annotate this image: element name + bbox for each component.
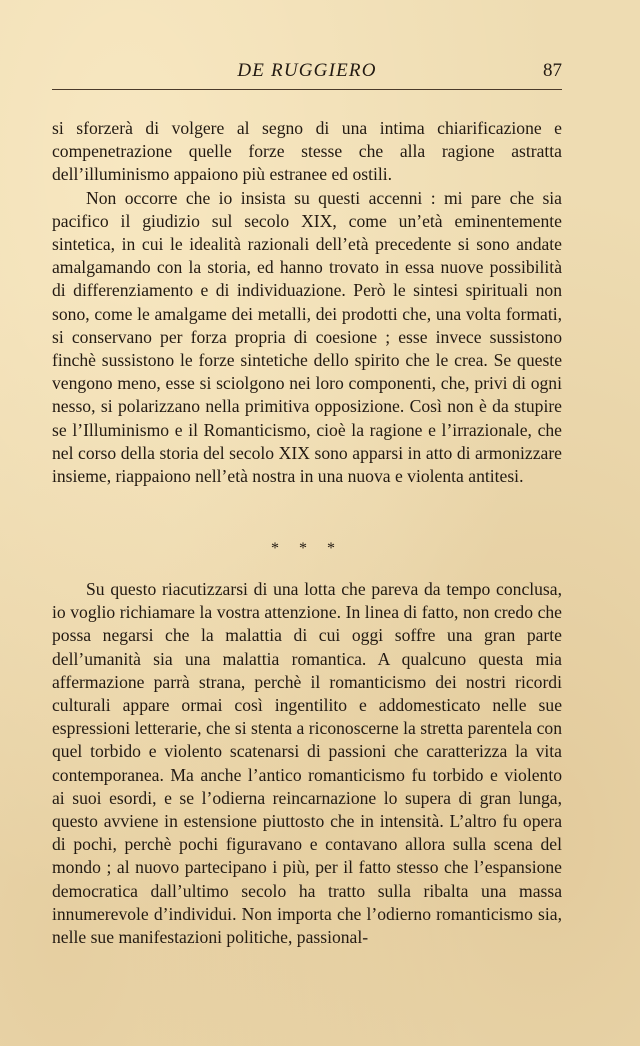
paragraph: Non occorre che io insista su questi accenni : mi pare che sia pacifico il giudizio sul secolo XIX, come un’età eminentemente sintetica, in cui le idealità razionali dell’età precedente si sono andate amalgamando con la storia, ed hanno trovato in essa nuove possibilità di differenziamento e di individuazione. Però le sintesi spirituali non sono, come le amalgame dei metalli, dei prodotti che, una volta formati, si conservano per forza propria di coesione ; esse invece sussistono finchè sussistono le forze sintetiche dello spirito che le crea. Se queste vengono meno, esse si sciolgono nei loro componenti, che, privi di ogni nesso, si polarizzano nella primitiva opposizione. Così non è da stupire se l’Illuminismo e il Romanticismo, cioè la ragione e l’irrazionale, che nel corso della storia del secolo XIX sono apparsi in atto di armonizzare insieme, riappaiono nell’età nostra in una nuova e violenta antitesi. — [52, 187, 562, 487]
header-rule — [52, 89, 562, 90]
running-head — [52, 60, 562, 90]
section-separator: * * * — [271, 540, 343, 557]
running-title: DE RUGGIERO — [237, 60, 377, 81]
paragraph: Su questo riacutizzarsi di una lotta che pareva da tempo conclusa, io voglio richiamare la vostra attenzione. In linea di fatto, non credo che possa negarsi che la malattia di cui oggi soffre una gran parte dell’umanità sia una malattia romantica. A qualcuno questa mia affermazione parrà strana, perchè il romanticismo dei nostri ricordi culturali appare ormai così ingentilito e addomesticato nelle sue espressioni letterarie, che si stenta a riconoscerne la stretta parentela con quel torbido e violento scatenarsi di passioni che caratterizza la vita contemporanea. Ma anche l’antico romanticismo fu torbido e violento ai suoi esordi, e se l’odierna reincarnazione lo supera di gran lunga, questo avviene in estensione piuttosto che in intensità. L’altro fu opera di pochi, perchè pochi figuravano e contavano allora sulla scena del mondo ; al nuovo partecipano i più, per il fatto stesso che l’espansione democratica dall’ultimo secolo ha tratto sulla ribalta una massa innumerevole d’individui. Non importa che l’odierno romanticismo sia, nelle sue manifestazioni politiche, passional- — [52, 579, 562, 948]
section-one — [52, 117, 562, 488]
section-two — [52, 578, 562, 949]
page-number: 87 — [543, 60, 562, 81]
paragraph-continuation: si sforzerà di volgere al segno di una intima chiarificazione e compenetrazione quelle forze stesse che alla ragione astratta dell’illuminismo appaiono più estranee ed ostili. — [52, 118, 562, 185]
